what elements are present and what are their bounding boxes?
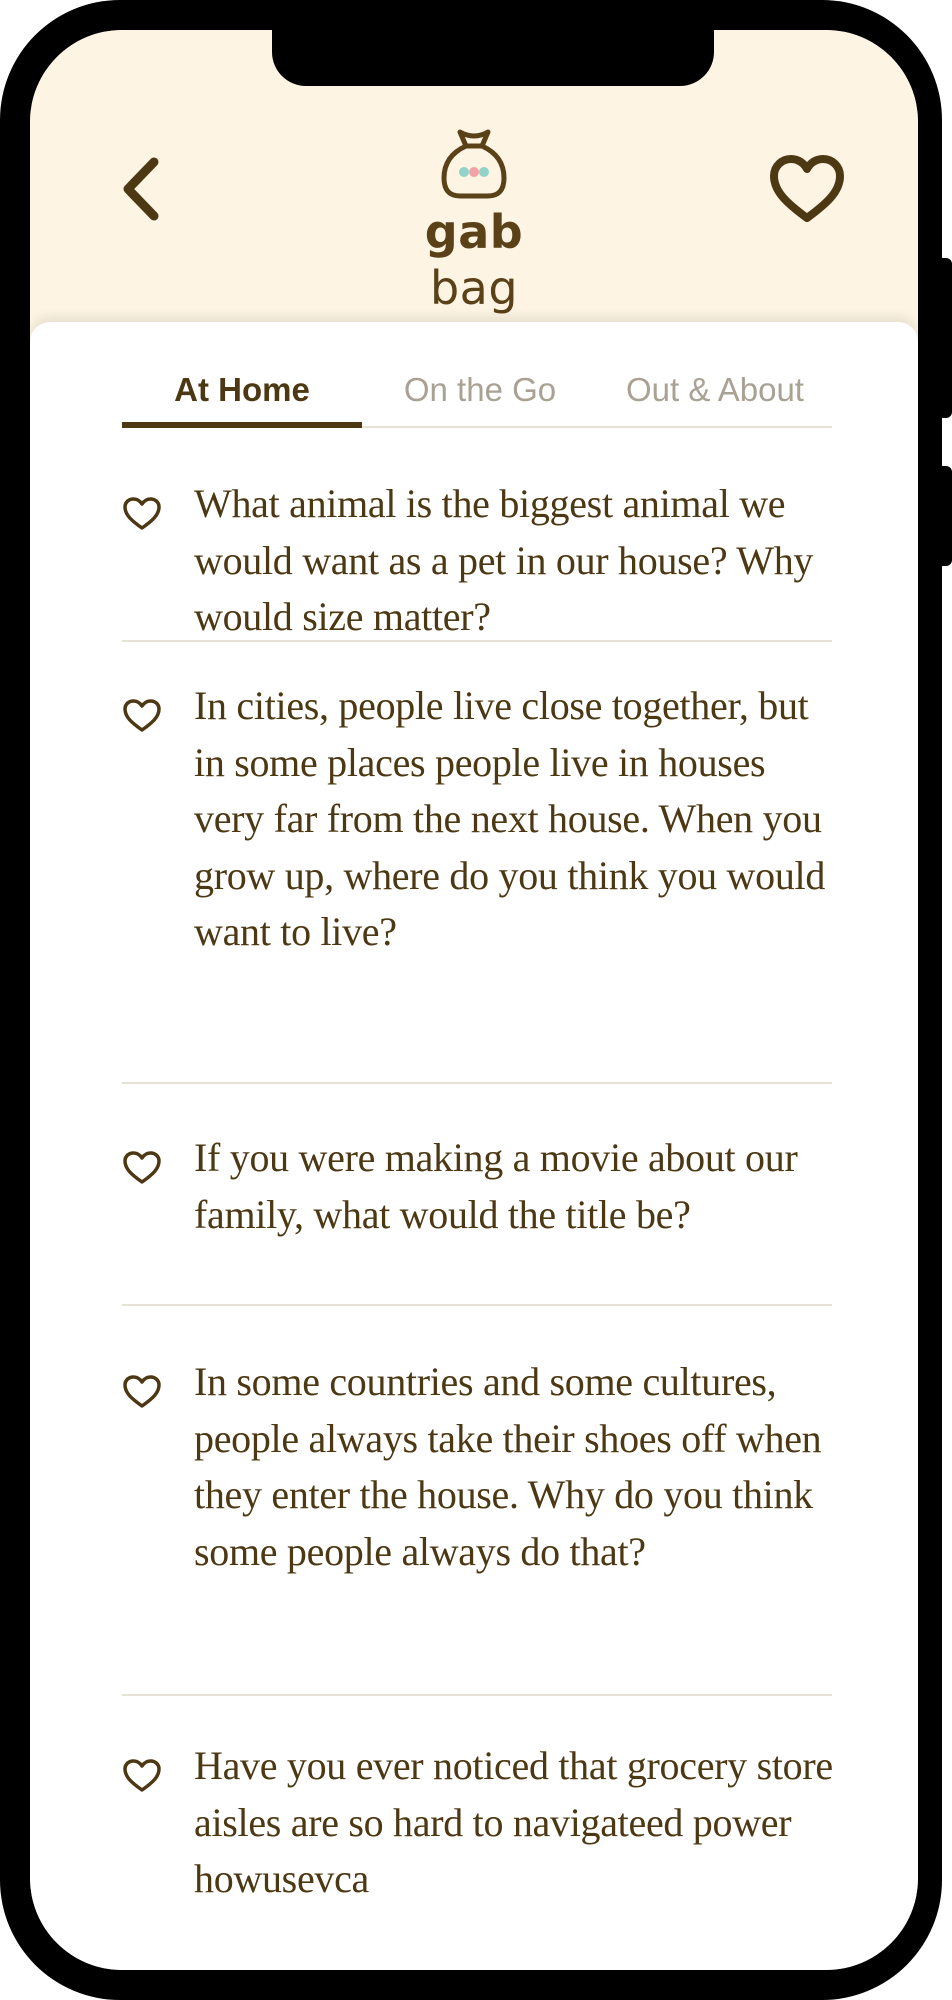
heart-outline-icon[interactable] [122,1758,162,1794]
question-text: What animal is the biggest animal we would want as a pet in our house? Why would size matter? [194,481,814,639]
heart-outline-icon[interactable] [122,1374,162,1410]
tab-out-and-about[interactable]: Out & About [626,371,804,408]
question-item [122,1084,832,1306]
phone-side-button [940,466,952,566]
category-tabs [122,364,832,428]
question-list [122,426,832,1936]
logo-text-bold: gab [424,205,524,259]
favorites-button[interactable] [768,154,846,226]
question-text: Have you ever noticed that grocery store aisles are so hard to navigateed power howusevca [194,1743,833,1901]
app-screen [30,30,918,1970]
heart-outline-icon [768,154,846,226]
chevron-left-icon [114,154,174,224]
phone-notch [272,30,714,86]
tab-on-the-go[interactable]: On the Go [403,371,557,408]
app-logo [374,126,574,315]
back-button[interactable] [114,154,174,224]
tab-at-home[interactable]: At Home [122,364,362,428]
bag-icon [438,126,510,200]
question-item [122,426,832,642]
heart-outline-icon[interactable] [122,698,162,734]
heart-outline-icon[interactable] [122,1150,162,1186]
question-text: If you were making a movie about our family, what would the title be? [194,1135,798,1237]
questions-card [30,322,918,1970]
question-item [122,1306,832,1696]
question-text: In some countries and some cultures, people always take their shoes off when they enter the house. Why do you think some people always do that? [194,1359,822,1574]
logo-text-light: bag [429,261,519,315]
question-item [122,1696,832,1936]
phone-side-button [940,258,952,418]
app-name [374,204,574,316]
question-item [122,642,832,1084]
question-text: In cities, people live close together, but in some places people live in houses very far from the next house. When you grow up, where do you think you would want to live? [194,683,826,954]
heart-outline-icon[interactable] [122,496,162,532]
